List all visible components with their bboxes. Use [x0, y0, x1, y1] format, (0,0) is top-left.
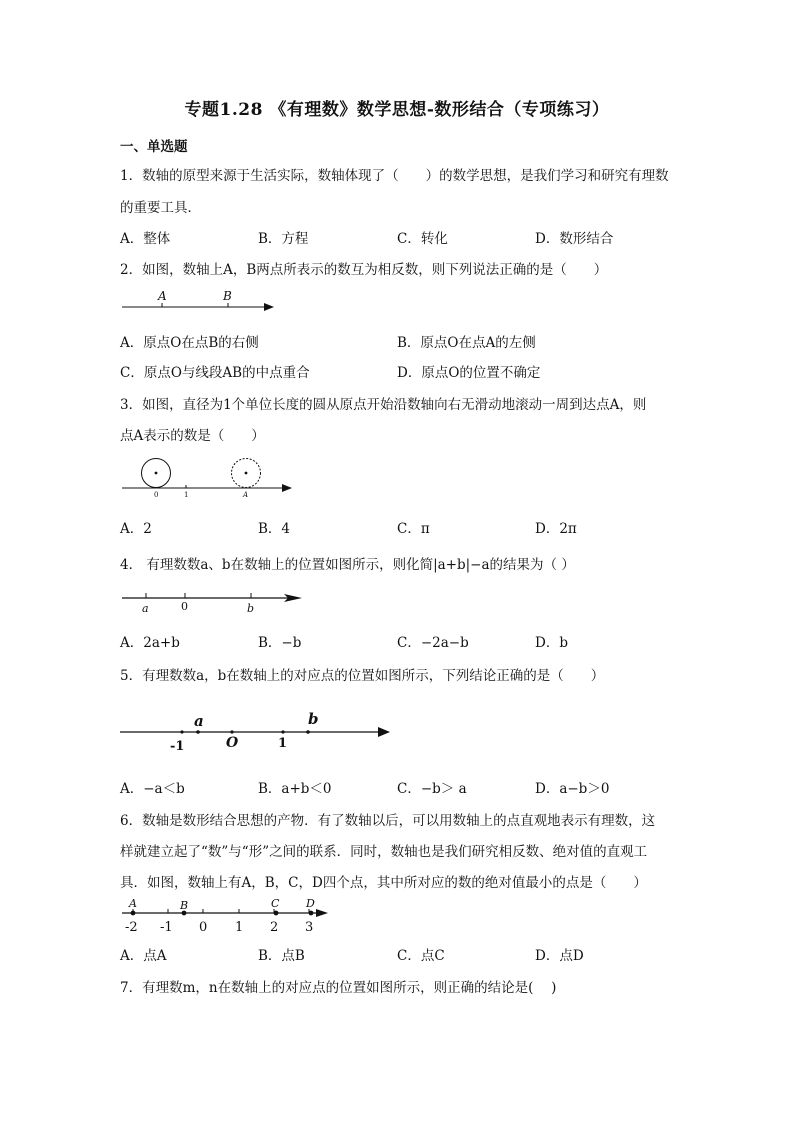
q1-option-d[interactable]: D．数形结合: [535, 231, 614, 247]
q3-option-c[interactable]: C．π: [397, 521, 430, 537]
q2-number-line-figure: [118, 286, 278, 316]
q3-option-a[interactable]: A．2: [120, 521, 152, 537]
q6-label-point-d: D: [306, 897, 315, 910]
page-title: 专题1.28 《有理数》数学思想-数形结合（专项练习）: [184, 100, 610, 120]
q3-option-d[interactable]: D．2π: [535, 521, 577, 537]
q6-tick-neg1: -1: [160, 920, 173, 934]
q5-option-d[interactable]: D．a−b＞0: [535, 781, 610, 797]
q6-tick-1: 1: [235, 920, 244, 934]
q6-tick-0: 0: [199, 920, 208, 934]
q5-label-neg1: -1: [170, 739, 185, 754]
section-heading: 一、单选题: [120, 139, 188, 155]
q5-label-1: 1: [278, 736, 288, 751]
q3-rolling-circle-figure: [118, 452, 298, 502]
q5-label-b: b: [308, 710, 319, 728]
q6-label-point-b: B: [180, 899, 189, 912]
q3-label-0: 0: [154, 491, 159, 499]
q4-option-b[interactable]: B．−b: [258, 635, 302, 651]
q4-label-0: 0: [181, 600, 188, 613]
q1-text-line-2: 的重要工具．: [120, 200, 201, 216]
q6-label-point-c: C: [271, 897, 280, 910]
q1-text-line-1: 1．数轴的原型来源于生活实际，数轴体现了（ ）的数学思想，是我们学习和研究有理数: [120, 168, 669, 184]
q5-option-b[interactable]: B．a+b＜0: [258, 781, 332, 797]
q4-label-b: b: [247, 602, 255, 615]
q1-option-c[interactable]: C．转化: [397, 231, 448, 247]
q5-option-a[interactable]: A．−a＜b: [120, 781, 185, 797]
q6-text-line-1: 6．数轴是数形结合思想的产物．有了数轴以后，可以用数轴上的点直观地表示有理数，这: [120, 813, 656, 829]
q4-option-a[interactable]: A．2a+b: [120, 635, 180, 651]
q4-text-line-1: 4． 有理数数a、b在数轴上的位置如图所示，则化简|a+b|−a的结果为（ ）: [120, 557, 575, 573]
q2-label-b: B: [223, 289, 232, 303]
q2-option-d[interactable]: D．原点O的位置不确定: [397, 365, 541, 381]
q5-label-o: O: [226, 735, 239, 751]
q5-text-line-1: 5．有理数数a，b在数轴上的对应点的位置如图所示，下列结论正确的是（ ）: [120, 668, 605, 684]
q4-option-c[interactable]: C．−2a−b: [397, 635, 469, 651]
q3-label-1: 1: [184, 491, 189, 499]
q3-text-line-1: 3．如图，直径为1个单位长度的圆从原点开始沿数轴向右无滑动地滚动一周到达点A，则: [120, 397, 647, 413]
q2-text-line-1: 2．如图，数轴上A，B两点所表示的数互为相反数，则下列说法正确的是（ ）: [120, 262, 608, 278]
q2-option-c[interactable]: C．原点O与线段AB的中点重合: [120, 365, 310, 381]
q4-number-line-figure: [118, 588, 308, 616]
q6-tick-2: 2: [270, 920, 279, 934]
q2-option-b[interactable]: B．原点O在点A的左侧: [397, 335, 536, 351]
q3-label-a: A: [243, 491, 249, 499]
q6-text-line-2: 样就建立起了“数”与“形”之间的联系．同时，数轴也是我们研究相反数、绝对值的直观工: [120, 844, 648, 860]
q7-text-line-1: 7．有理数m，n在数轴上的对应点的位置如图所示，则正确的结论是( ): [120, 980, 557, 996]
q2-option-a[interactable]: A．原点O在点B的右侧: [120, 335, 259, 351]
q2-label-a: A: [158, 289, 167, 303]
q5-option-c[interactable]: C．−b＞ a: [397, 781, 467, 797]
q4-option-d[interactable]: D．b: [535, 635, 568, 651]
q6-text-line-3: 具．如图，数轴上有A，B，C，D四个点，其中所对应的数的绝对值最小的点是（ ）: [120, 875, 647, 891]
q6-tick-neg2: -2: [125, 920, 138, 934]
q1-option-a[interactable]: A．整体: [120, 231, 171, 247]
q1-option-b[interactable]: B．方程: [258, 231, 309, 247]
q6-option-c[interactable]: C．点C: [397, 948, 445, 964]
q6-number-line-figure: [118, 894, 334, 934]
q5-number-line-figure: [118, 706, 394, 754]
q5-label-a: a: [194, 712, 204, 730]
q6-option-b[interactable]: B．点B: [258, 948, 305, 964]
q6-tick-3: 3: [305, 920, 314, 934]
q3-text-line-2: 点A表示的数是（ ）: [120, 428, 265, 444]
q4-label-a: a: [142, 602, 149, 615]
q6-option-d[interactable]: D．点D: [535, 948, 584, 964]
q3-option-b[interactable]: B．4: [258, 521, 291, 537]
q6-option-a[interactable]: A．点A: [120, 948, 167, 964]
q6-label-point-a: A: [129, 897, 137, 910]
